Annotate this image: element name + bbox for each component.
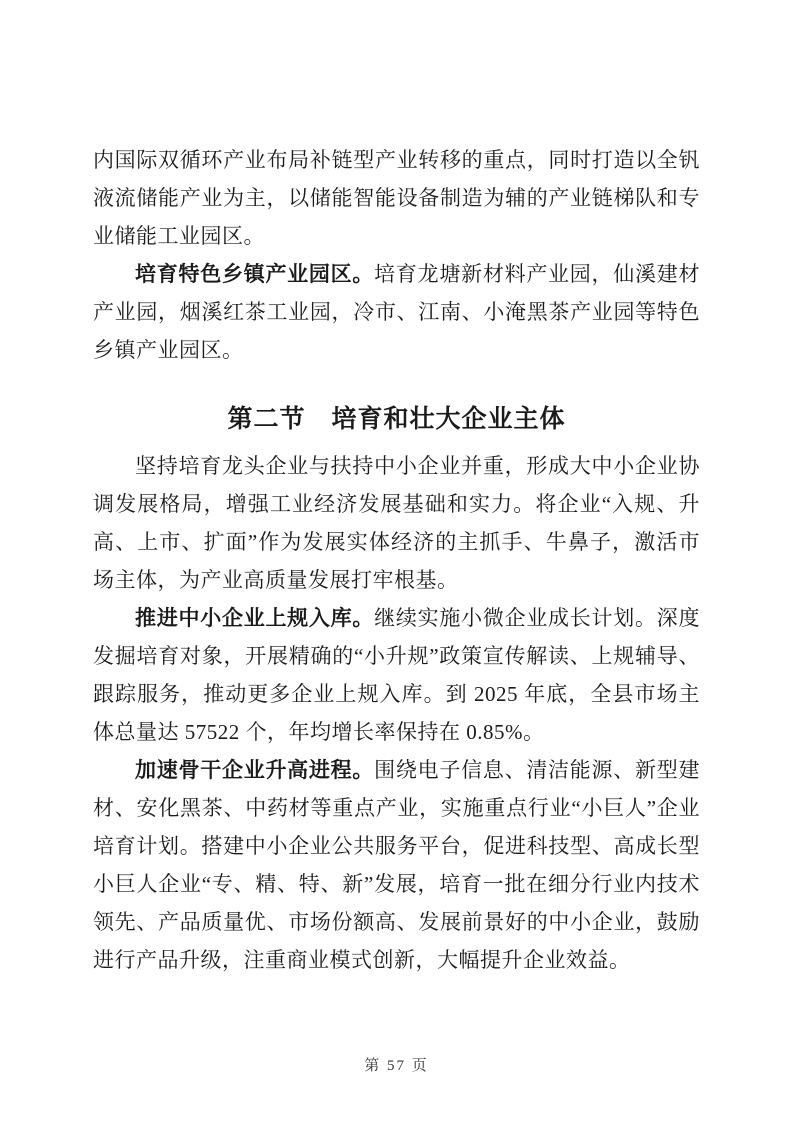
page-content <box>93 141 700 979</box>
page-footer <box>0 1055 793 1077</box>
paragraph-sme-growth <box>93 599 700 751</box>
paragraph-sme-growth-lead: 推进中小企业上规入库。 <box>135 606 375 630</box>
paragraph-intro: 坚持培育龙头企业与扶持中小企业并重，形成大中小企业协调发展格局，增强工业经济发展基础和实力。将企业“入规、升高、上市、扩面”作为发展实体经济的主抓手、牛鼻子，激活市场主体，为产业高质量发展打牢根基。 <box>93 454 700 592</box>
section-heading: 第二节 培育和壮大企业主体 <box>227 406 566 433</box>
paragraph-backbone <box>93 751 700 979</box>
paragraph-continuation: 内国际双循环产业布局补链型产业转移的重点，同时打造以全钒液流储能产业为主，以储能智能设备制造为辅的产业链梯队和专业储能工业园区。 <box>93 148 700 248</box>
paragraph-township-parks-text: 培育龙塘新材料产业园，仙溪建材产业园，烟溪红茶工业园，冷市、江南、小淹黑茶产业园等特色乡镇产业园区。 <box>93 262 700 362</box>
paragraph-backbone-lead: 加速骨干企业升高进程。 <box>135 758 375 782</box>
page-number: 第 57 页 <box>364 1058 429 1074</box>
paragraph-backbone-text: 围绕电子信息、清洁能源、新型建材、安化黑茶、中药材等重点产业，实施重点行业“小巨人”企业培育计划。搭建中小企业公共服务平台，促进科技型、高成长型小巨人企业“专、精、特、新”发展，培育一批在细分行业内技术领先、产品质量优、市场份额高、发展前景好的中小企业，鼓励进行产品升级，注重商业模式创新，大幅提升企业效益。 <box>93 758 700 972</box>
paragraph-sme-growth-text: 继续实施小微企业成长计划。深度发掘培育对象，开展精确的“小升规”政策宣传解读、上规辅导、跟踪服务，推动更多企业上规入库。到 2025 年底，全县市场主体总量达 57522 个，年均增长率保持在 0.85%。 <box>93 606 700 744</box>
paragraph-township-parks-lead: 培育特色乡镇产业园区。 <box>135 262 375 286</box>
paragraph-township-parks <box>93 255 700 369</box>
